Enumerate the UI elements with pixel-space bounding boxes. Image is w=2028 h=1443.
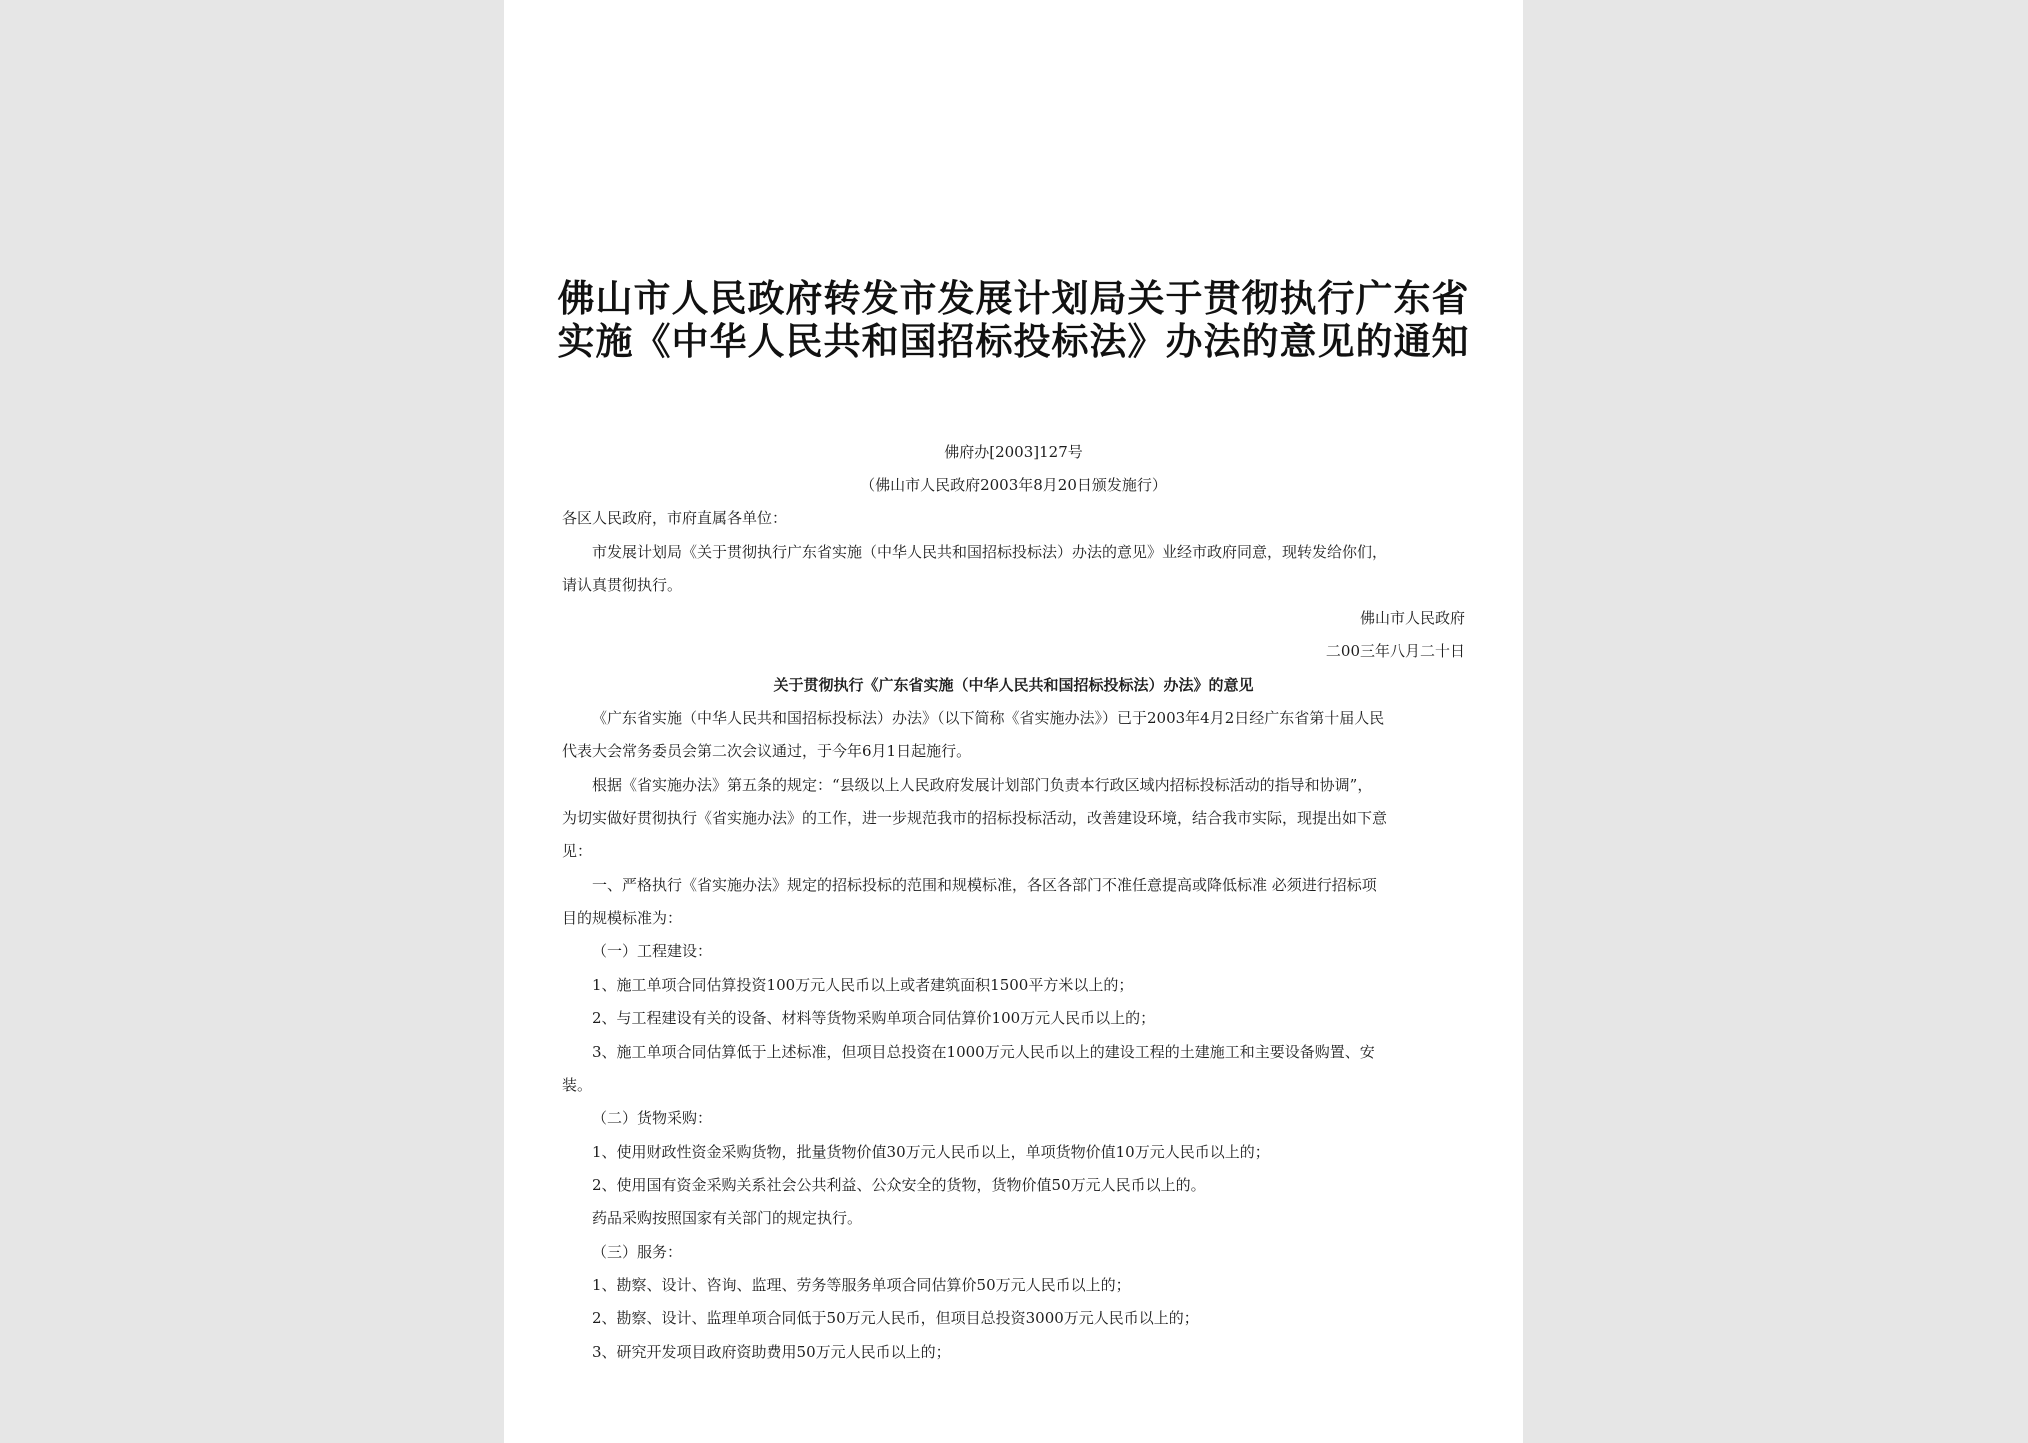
body-paragraph-2-line-2: 为切实做好贯彻执行《省实施办法》的工作，进一步规范我市的招标投标活动，改善建设环境，结合我市实际，现提出如下意 xyxy=(562,809,1388,827)
document-page xyxy=(504,0,1523,1443)
addressee: 各区人民政府，市府直属各单位： xyxy=(562,509,788,527)
signature-date: 二00三年八月二十日 xyxy=(1325,642,1465,660)
section-heading-construction: （一）工程建设： xyxy=(592,942,713,960)
note-line: 药品采购按照国家有关部门的规定执行。 xyxy=(592,1209,863,1227)
notice-paragraph-line-1: 市发展计划局《关于贯彻执行广东省实施（中华人民共和国招标投标法）办法的意见》业经市政府同意，现转发给你们， xyxy=(592,543,1388,561)
list-item: 2、与工程建设有关的设备、材料等货物采购单项合同估算价100万元人民币以上的； xyxy=(592,1009,1156,1027)
list-item: 3、研究开发项目政府资助费用50万元人民币以上的； xyxy=(592,1343,951,1361)
opinion-title: 关于贯彻执行《广东省实施（中华人民共和国招标投标法）办法》的意见 xyxy=(773,676,1254,694)
list-item: 1、勘察、设计、咨询、监理、劳务等服务单项合同估算价50万元人民币以上的； xyxy=(592,1276,1131,1294)
document-title-line-2: 实施《中华人民共和国招标投标法》办法的意见的通知 xyxy=(557,319,1470,363)
list-item: 1、施工单项合同估算投资100万元人民币以上或者建筑面积1500平方米以上的； xyxy=(592,976,1134,994)
issue-note: （佛山市人民政府2003年8月20日颁发施行） xyxy=(860,476,1167,494)
body-paragraph-2-line-3: 见： xyxy=(562,842,593,860)
body-paragraph-2-line-1: 根据《省实施办法》第五条的规定：“县级以上人民政府发展计划部门负责本行政区域内招标投标活动的指导和协调”， xyxy=(592,776,1373,794)
document-number: 佛府办[2003]127号 xyxy=(944,443,1083,461)
list-item: 1、使用财政性资金采购货物，批量货物价值30万元人民币以上，单项货物价值10万元人民币以上的； xyxy=(592,1143,1270,1161)
section-heading-services: （三）服务： xyxy=(592,1243,683,1261)
signature-organization: 佛山市人民政府 xyxy=(1359,609,1465,627)
notice-paragraph-line-2: 请认真贯彻执行。 xyxy=(562,576,683,594)
body-paragraph-1-line-1: 《广东省实施（中华人民共和国招标投标法）办法》（以下简称《省实施办法》）已于2003年4月2日经广东省第十届人民 xyxy=(592,709,1385,727)
body-paragraph-1-line-2: 代表大会常务委员会第二次会议通过，于今年6月1日起施行。 xyxy=(562,742,972,760)
list-item: 2、勘察、设计、监理单项合同低于50万元人民币，但项目总投资3000万元人民币以上的； xyxy=(592,1309,1199,1327)
list-item-continuation: 装。 xyxy=(562,1076,593,1094)
document-title-line-1: 佛山市人民政府转发市发展计划局关于贯彻执行广东省 xyxy=(557,276,1470,320)
list-item: 2、使用国有资金采购关系社会公共利益、公众安全的货物，货物价值50万元人民币以上的。 xyxy=(592,1176,1206,1194)
body-paragraph-3-line-2: 目的规模标准为： xyxy=(562,909,683,927)
list-item: 3、施工单项合同估算低于上述标准，但项目总投资在1000万元人民币以上的建设工程的土建施工和主要设备购置、安 xyxy=(592,1043,1375,1061)
section-heading-goods-procurement: （二）货物采购： xyxy=(592,1109,713,1127)
body-paragraph-3-line-1: 一、严格执行《省实施办法》规定的招标投标的范围和规模标准，各区各部门不准任意提高或降低标准 必须进行招标项 xyxy=(592,876,1377,894)
